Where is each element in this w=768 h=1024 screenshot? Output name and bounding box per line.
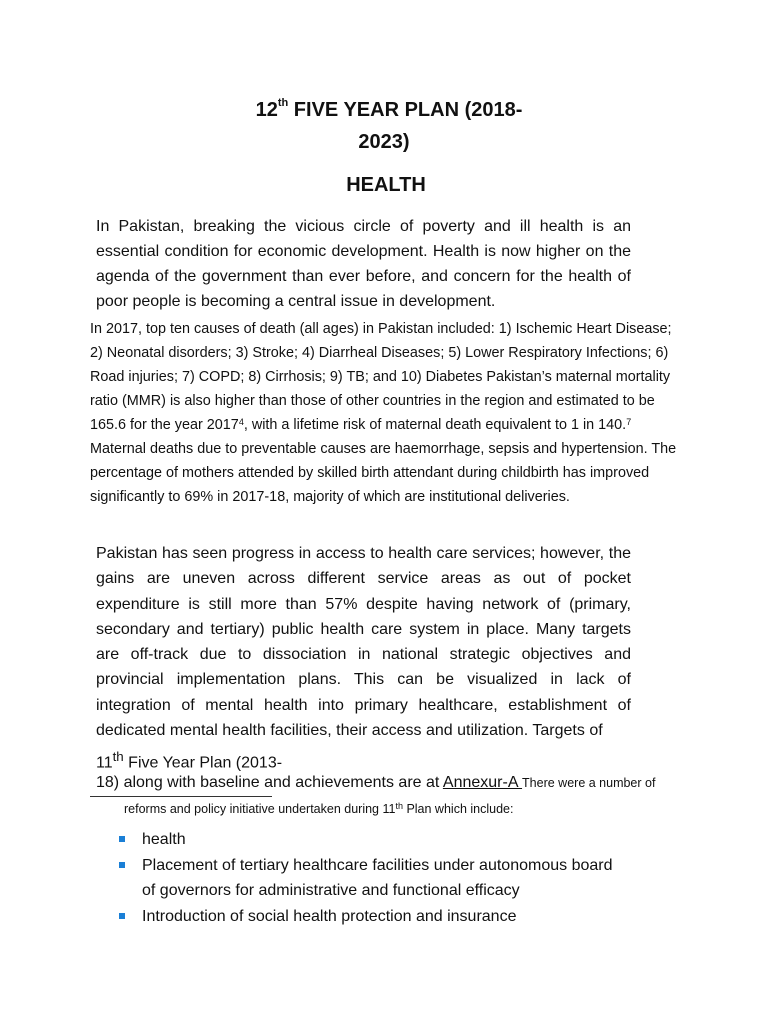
annex-link[interactable]: Annexur-A [442, 774, 523, 791]
list-item-text: Introduction of social health protection and insurance [142, 908, 517, 925]
annex-text: 18) along with baseline and achievements are at [96, 774, 443, 791]
page-title [0, 99, 768, 122]
reforms-list [117, 827, 637, 930]
square-bullet-icon [119, 836, 125, 842]
plan-ordinal-suffix: th [112, 749, 124, 764]
plan-ordinal: 11 [96, 754, 113, 772]
reforms-text: reforms and policy initiative undertaken during 11 [124, 802, 396, 816]
causes-of-death-paragraph [90, 317, 680, 509]
progress-paragraph: Pakistan has seen progress in access to health care services; however, the gains are uneven across different service areas as out of pocket expenditure is still more than 57% despite having network of (primary, secondary and tertiary) public health care system in place. Many targets are off-track due to dissociation in national strategic objectives and provincial implementation plans. This can be visualized in lack of integration of mental health into primary healthcare, establishment of dedicated mental health facilities, their access and utilization. Targets of [96, 545, 631, 740]
footnote-ref: 4 [238, 417, 244, 427]
paragraph-text: Maternal deaths due to preventable causes are haemorrhage, sepsis and hypertension. The percentage of mothers attended by skilled birth attendant during childbirth has improved significantly to 69% in 2017-18, majority of which are institutional deliveries. [90, 441, 677, 505]
footnote-divider [90, 796, 272, 797]
page-title-line2: 2023) [358, 131, 410, 153]
list-item-text: health [142, 831, 186, 848]
title-rest: FIVE YEAR PLAN (2018- [288, 99, 523, 121]
square-bullet-icon [119, 862, 125, 868]
paragraph-text: , with a lifetime risk of maternal death equivalent to 1 in 140. [243, 417, 627, 433]
list-item-text: Placement of tertiary healthcare facilities under autonomous board [142, 857, 613, 874]
annex-reference-line [96, 770, 655, 796]
plan-rest: Five Year Plan (2013- [123, 754, 283, 772]
footnote-ref: 7 [626, 417, 632, 427]
list-item [117, 904, 637, 929]
reforms-line [124, 800, 513, 818]
list-item [117, 853, 637, 903]
list-item [117, 827, 637, 852]
square-bullet-icon [119, 913, 125, 919]
list-item-text-cont: of governors for administrative and functional efficacy [142, 882, 520, 899]
annex-small-text: There were a number of [522, 776, 656, 790]
reforms-ordinal-suffix: th [395, 801, 403, 811]
title-ordinal: 12 [255, 99, 278, 121]
paragraph-text: In 2017, top ten causes of death (all ages) in Pakistan included: 1) Ischemic Heart Disease; 2) Neonatal disorders; 3) Stroke; 4) Diarrheal Diseases; 5) Lower Respiratory Infections; 6) Road injuries; 7) COPD; 8) Cirrhosis; 9) TB; and 10) Diabetes Pakistan’s maternal mortality ratio (MMR) is also higher than those of other countries in the region and estimated to be 165.6 for the year 2017 [90, 321, 672, 433]
intro-paragraph: In Pakistan, breaking the vicious circle of poverty and ill health is an essential condition for economic development. Health is now higher on the agenda of the government than ever before, and concern for the health of poor people is becoming a central issue in development. [96, 218, 631, 310]
reforms-text-end: Plan which include: [402, 802, 514, 816]
title-ordinal-suffix: th [277, 97, 289, 109]
section-heading: HEALTH [346, 174, 426, 196]
